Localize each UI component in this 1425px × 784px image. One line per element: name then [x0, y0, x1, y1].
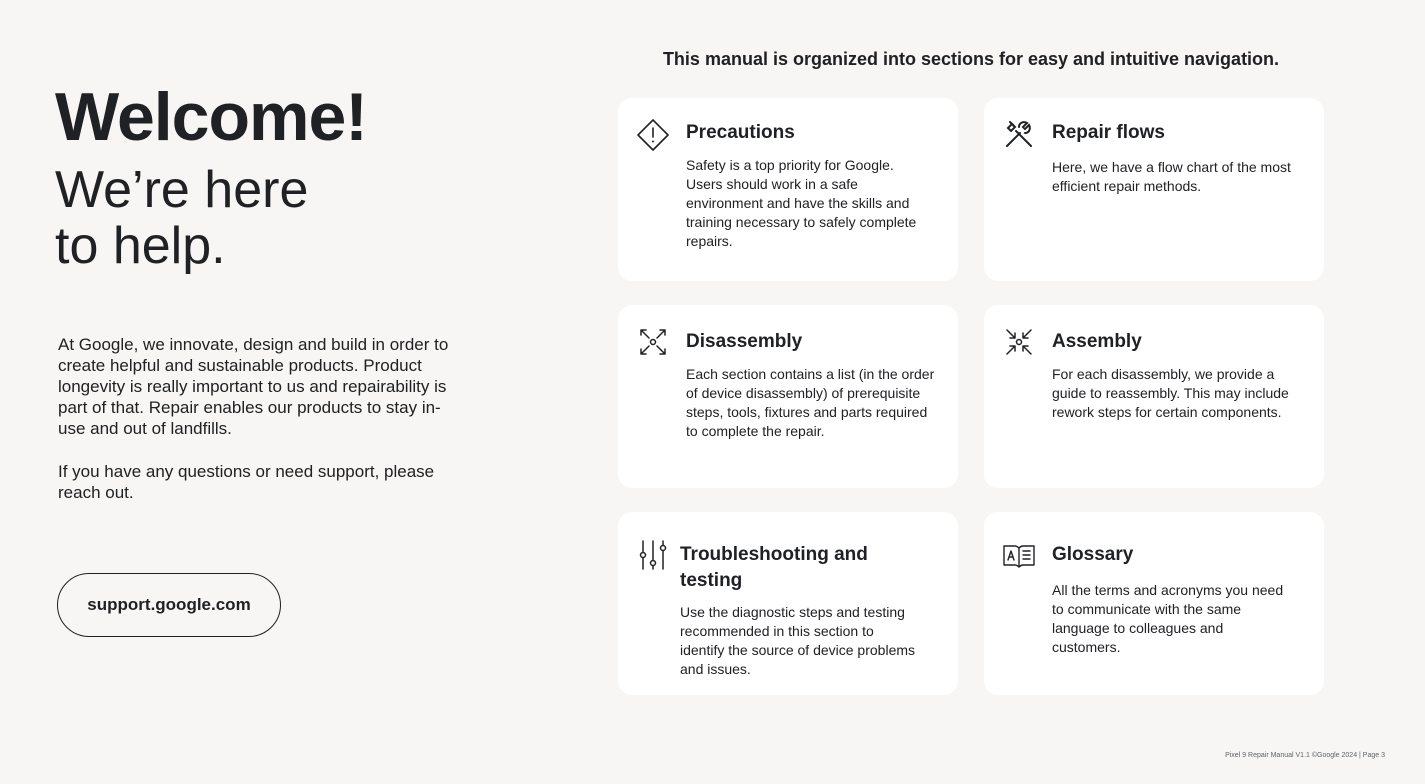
- contact-paragraph: If you have any questions or need support, please reach out.: [58, 462, 435, 502]
- card-title: Troubleshooting and testing: [680, 544, 868, 591]
- card-disassembly[interactable]: [618, 305, 958, 488]
- help-tagline-line1: We’re here: [55, 161, 309, 219]
- expand-arrows-icon: [636, 325, 670, 359]
- tools-icon: [1002, 118, 1036, 152]
- card-precautions[interactable]: [618, 98, 958, 281]
- card-title: Assembly: [1052, 331, 1142, 352]
- card-description: All the terms and acronyms you need to communicate with the same language to colleagues and customers.: [1052, 582, 1284, 655]
- page-footer: Pixel 9 Repair Manual V1.1 ©Google 2024 | Page 3: [1225, 752, 1385, 759]
- warning-diamond-icon: [636, 118, 670, 152]
- card-repair-flows[interactable]: [984, 98, 1324, 281]
- card-assembly[interactable]: [984, 305, 1324, 488]
- card-title: Repair flows: [1052, 122, 1165, 143]
- card-title: Disassembly: [686, 331, 803, 352]
- card-troubleshooting[interactable]: [618, 512, 958, 695]
- card-description: Here, we have a flow chart of the most efficient repair methods.: [1052, 159, 1291, 194]
- support-link-button[interactable]: support.google.com: [57, 573, 281, 637]
- book-icon: [1002, 538, 1036, 572]
- intro-paragraph: At Google, we innovate, design and build in order to create helpful and sustainable products. Product longevity is really important to us and repairability is part of that. Repair enables our products to stay in-use and out of landfills.: [58, 335, 449, 438]
- card-title: Glossary: [1052, 544, 1134, 565]
- collapse-arrows-icon: [1002, 325, 1036, 359]
- card-glossary[interactable]: [984, 512, 1324, 695]
- card-description: Use the diagnostic steps and testing recommended in this section to identify the source of device problems and issues.: [680, 604, 916, 677]
- card-description: Safety is a top priority for Google. Users should work in a safe environment and have the skills and training necessary to safely complete repairs.: [686, 157, 917, 249]
- help-tagline-line2: to help.: [55, 217, 226, 275]
- welcome-heading: Welcome!: [55, 79, 367, 155]
- sliders-icon: [636, 538, 670, 572]
- card-description: Each section contains a list (in the order of device disassembly) of prerequisite steps, tools, fixtures and parts required to complete the repair.: [686, 366, 935, 439]
- card-description: For each disassembly, we provide a guide to reassembly. This may include rework steps for certain components.: [1052, 366, 1289, 420]
- card-title: Precautions: [686, 122, 795, 143]
- navigation-heading: This manual is organized into sections for easy and intuitive navigation.: [662, 49, 1280, 69]
